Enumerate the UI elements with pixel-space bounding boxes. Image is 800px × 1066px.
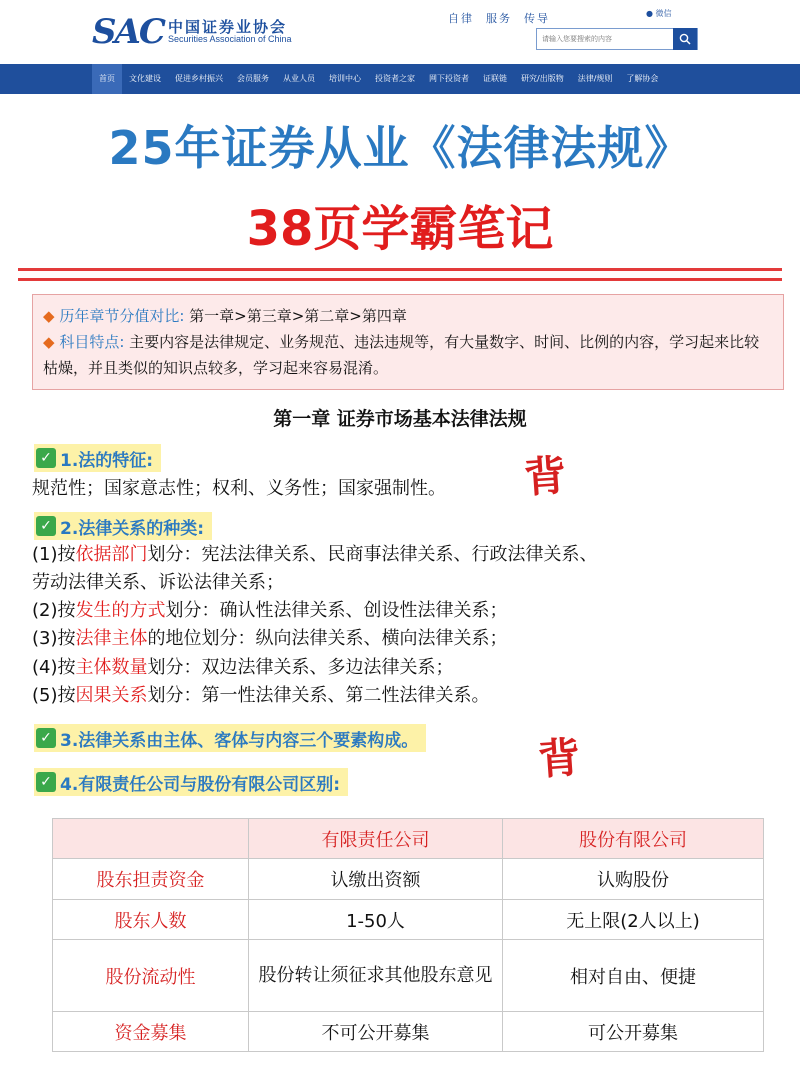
section-3-heading: ✓ 3.法律关系由主体、客体与内容三个要素构成。 [34,724,426,752]
table-cell: 无上限(2人以上) [503,900,764,940]
checkmark-icon: ✓ [36,448,56,468]
main-title: 25年证券从业《法律法规》 [108,121,692,175]
nav-item-law[interactable]: 法律/规则 [577,74,613,83]
subtitle: 38页学霸笔记 [246,201,554,257]
table-row-header: 资金募集 [53,1012,249,1052]
nav-item-chain[interactable]: 证联链 [483,74,507,83]
top-link-3[interactable]: 传导 [524,12,550,25]
diamond-icon: ◆ [43,333,55,351]
table-row-header: 股份流动性 [53,940,249,1012]
main-nav [0,64,800,94]
search-icon [679,33,691,45]
nav-item-home[interactable]: 首页 [92,64,122,94]
memorize-mark: 背 [522,450,568,503]
sac-logo[interactable] [92,14,292,50]
divider-top [18,268,782,271]
logo-mark: SAC [92,12,164,52]
table-cell: 1-50人 [249,900,503,940]
nav-item-training[interactable]: 培训中心 [329,74,361,83]
table-row-header: 股东担责资金 [53,859,249,900]
info-label-scores: 历年章节分值对比: [59,307,185,325]
table-header-cell: 有限责任公司 [249,819,503,859]
table-cell: 认缴出资额 [249,859,503,900]
wechat-icon: ● [646,9,653,18]
search-button[interactable] [673,28,697,50]
table-header-cell: 股份有限公司 [503,819,764,859]
diamond-icon: ◆ [43,307,55,325]
table-header-cell [53,819,249,859]
nav-item-offline-investor[interactable]: 网下投资者 [429,74,469,83]
search-box [536,28,698,50]
table-row-header: 股东人数 [53,900,249,940]
checkmark-icon: ✓ [36,516,56,536]
list-item: (3)按法律主体的地位划分：纵向法律关系、横向法律关系； [32,628,508,649]
section-4-heading: ✓ 4.有限责任公司与股份有限公司区别: [34,768,348,796]
wechat-link[interactable]: ● 微信 [646,9,672,18]
nav-item-practitioners[interactable]: 从业人员 [283,74,315,83]
nav-item-about[interactable]: 了解协会 [626,74,659,83]
list-item: 劳动法律关系、诉讼法律关系； [32,572,284,593]
top-link-2[interactable]: 服务 [486,12,512,25]
top-links [448,10,550,26]
section-1-body: 规范性；国家意志性；权利、义务性；国家强制性。 [32,478,446,499]
table-row [53,940,764,1012]
top-link-1[interactable]: 自律 [448,12,474,25]
table-cell: 认购股份 [503,859,764,900]
table-cell: 不可公开募集 [249,1012,503,1052]
nav-item-research[interactable]: 研究/出版物 [521,74,564,83]
site-header [0,0,800,64]
list-item: (1)按依据部门划分：宪法法律关系、民商事法律关系、行政法律关系、 [32,544,598,565]
table-cell: 可公开募集 [503,1012,764,1052]
divider-bottom [18,278,782,281]
logo-cn-name: 中国证券业协会 [168,17,288,36]
table-header-row [53,819,764,859]
nav-item-rural[interactable]: 促进乡村振兴 [175,74,223,83]
chapter-title: 第一章 证券市场基本法律法规 [273,408,527,430]
info-text-scores: 第一章>第三章>第二章>第四章 [189,307,407,325]
comparison-table [52,818,764,1052]
checkmark-icon: ✓ [36,728,56,748]
info-label-features: 科目特点: [59,333,125,351]
memorize-mark: 背 [536,732,582,785]
nav-item-member[interactable]: 会员服务 [237,74,269,83]
list-item: (4)按主体数量划分：双边法律关系、多边法律关系； [32,657,454,678]
info-box [32,294,784,390]
search-input[interactable] [537,29,673,49]
table-row [53,859,764,900]
info-text-features: 主要内容是法律规定、业务规范、违法违规等，有大量数字、时间、比例的内容，学习起来比较枯燥，并且类似的知识点较多，学习起来容易混淆。 [43,333,760,377]
section-2-heading: ✓ 2.法律关系的种类: [34,512,212,540]
checkmark-icon: ✓ [36,772,56,792]
list-item: (5)按因果关系划分：第一性法律关系、第二性法律关系。 [32,685,490,706]
section-1-heading: ✓ 1.法的特征: [34,444,161,472]
list-item: (2)按发生的方式划分：确认性法律关系、创设性法律关系； [32,600,508,621]
logo-en-name: Securities Association of China [168,34,292,45]
table-cell: 股份转让须征求其他股东意见 [249,940,503,1012]
nav-item-culture[interactable]: 文化建设 [129,74,161,83]
table-cell: 相对自由、便捷 [503,940,764,1012]
table-row [53,1012,764,1052]
nav-item-investor[interactable]: 投资者之家 [375,74,415,83]
table-row [53,900,764,940]
